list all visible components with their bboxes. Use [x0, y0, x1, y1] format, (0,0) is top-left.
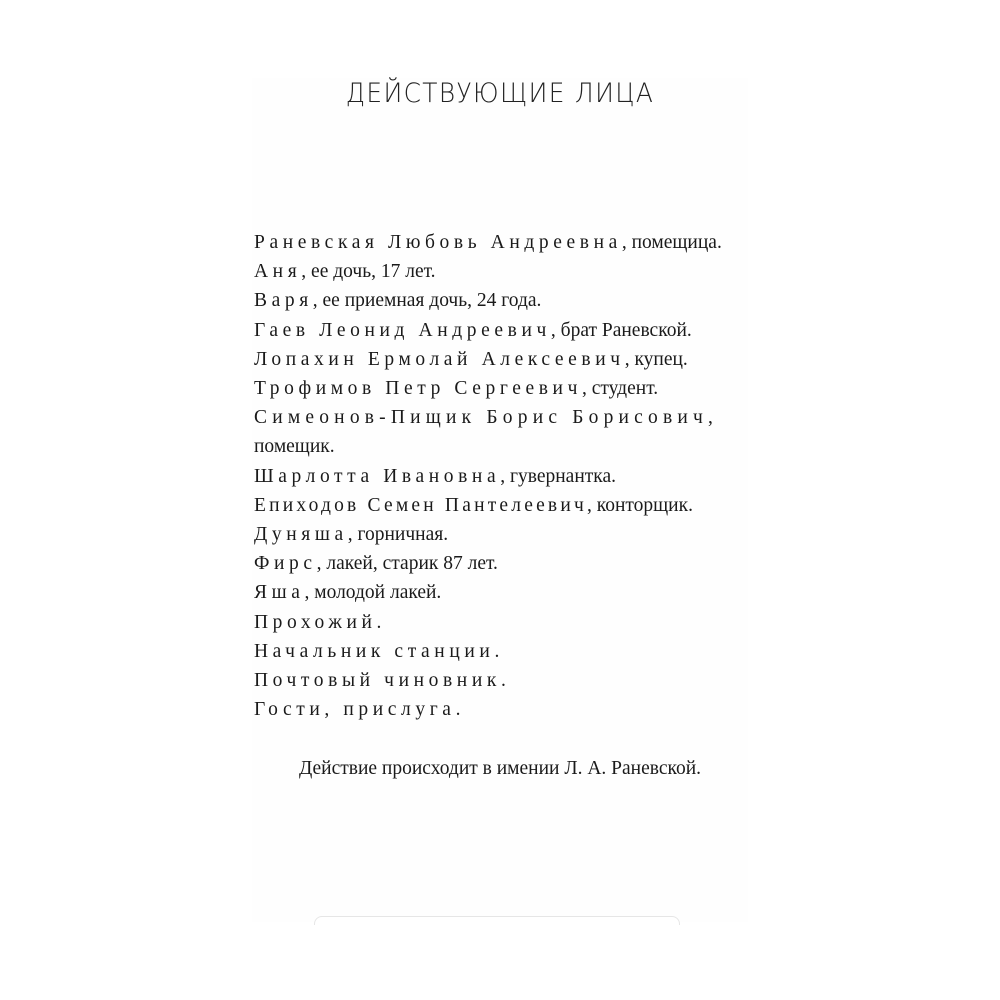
character-description: , помещица.: [621, 232, 722, 253]
book-page: [252, 78, 748, 922]
character-name: Почтовый чиновник: [254, 670, 501, 692]
character-description: .: [376, 611, 382, 633]
character-name: Яша: [254, 582, 305, 604]
character-name: Начальник станции: [254, 640, 495, 662]
character-name: Гости, прислуга: [254, 699, 456, 721]
character-description: , гувернантка.: [500, 465, 616, 487]
character-name: Фирс: [254, 553, 317, 575]
character-name: Аня: [254, 261, 302, 283]
character-description: , студент.: [581, 378, 659, 400]
cast-item: [254, 228, 754, 257]
character-description: , брат Раневской.: [550, 319, 692, 341]
character-description: , молодой лакей.: [304, 582, 442, 604]
cast-item: [254, 345, 754, 374]
character-name: Симеонов-Пищик Борис Борисович: [254, 407, 709, 429]
character-description: , конторщик.: [586, 494, 693, 516]
cast-item: [254, 257, 754, 286]
cast-item: [254, 286, 754, 315]
character-name: Гаев Леонид Андреевич: [254, 319, 551, 341]
character-description: .: [500, 670, 506, 692]
character-name: Раневская Любовь Андреевна: [254, 232, 622, 253]
character-description: , ее приемная дочь, 24 года.: [312, 290, 542, 312]
character-name: Трофимов Петр Сергеевич: [254, 378, 582, 400]
character-name: Варя: [254, 290, 313, 312]
cast-item: [254, 374, 754, 403]
character-description: , купец.: [624, 348, 688, 370]
character-description: .: [455, 699, 461, 721]
character-description: , лакей, старик 87 лет.: [316, 553, 498, 575]
cast-list: [254, 228, 754, 724]
cast-item: [254, 403, 754, 461]
cast-item: [254, 462, 754, 491]
cast-item: [254, 666, 754, 695]
cast-item: [254, 695, 754, 724]
cast-item: [254, 316, 754, 345]
cast-item: [254, 608, 754, 637]
character-description: , ее дочь, 17 лет.: [301, 261, 436, 283]
character-description: , помещик.: [254, 407, 713, 458]
character-name: Прохожий: [254, 611, 377, 633]
character-name: Шарлотта Ивановна: [254, 465, 501, 487]
character-name: Епиходов Семен Пантелеевич: [254, 494, 587, 516]
cast-item: [254, 549, 754, 578]
cast-item: [254, 637, 754, 666]
cast-item: [254, 520, 754, 549]
character-description: .: [494, 640, 500, 662]
setting-note: Действие происходит в имении Л. А. Раневской.: [298, 758, 702, 779]
page-title: ДЕЙСТВУЮЩИЕ ЛИЦА: [345, 78, 655, 109]
character-description: , горничная.: [347, 524, 449, 546]
cast-item: [254, 491, 754, 520]
character-name: Лопахин Ермолай Алексеевич: [254, 348, 625, 370]
character-name: Дуняша: [254, 524, 348, 546]
cast-item: [254, 578, 754, 607]
next-page-edge: [314, 916, 680, 925]
